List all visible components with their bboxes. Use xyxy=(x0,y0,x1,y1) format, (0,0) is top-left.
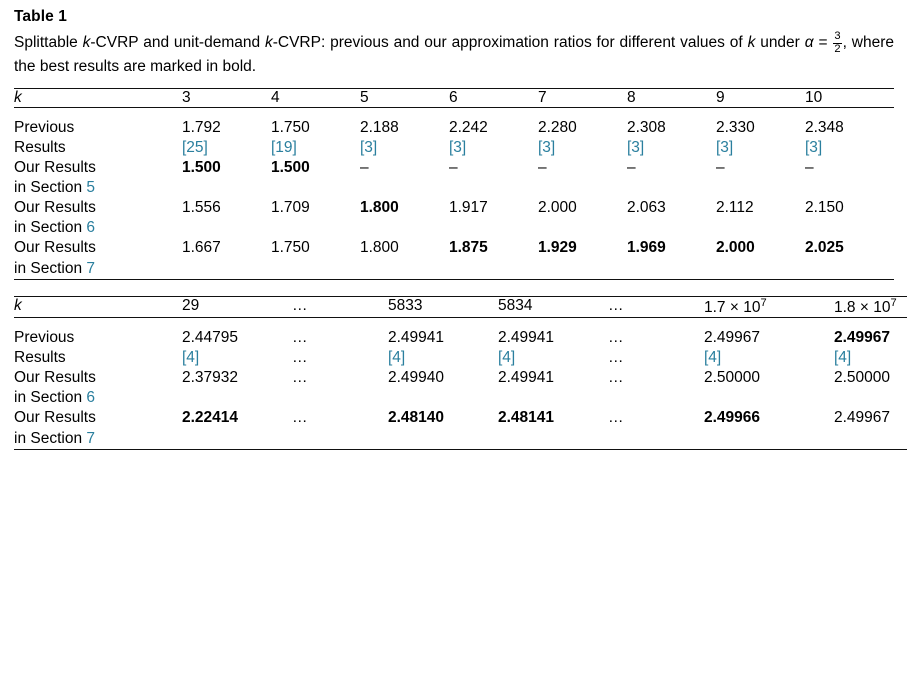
cell-value: 2.49966 xyxy=(704,409,761,427)
table-row xyxy=(14,238,894,279)
row-label-line2: in Section xyxy=(14,259,87,277)
table1-header-col-6: 9 xyxy=(716,88,725,106)
table2-cell-1-2 xyxy=(388,368,498,408)
table1-cell-2-0 xyxy=(182,198,271,238)
row-label-line1: Our Results xyxy=(14,199,96,217)
table2-header-col-6 xyxy=(834,296,907,317)
cell-value: – xyxy=(449,158,458,176)
table-row xyxy=(14,107,894,158)
table1-cell-0-5 xyxy=(627,107,716,158)
table1-cell-3-0 xyxy=(182,238,271,279)
table2-header-col-1: … xyxy=(292,296,310,314)
cell-value: 1.750 xyxy=(271,239,310,257)
cell-value: 1.917 xyxy=(449,199,488,217)
cell-value: – xyxy=(360,158,369,176)
row-label-line1: Previous xyxy=(14,118,75,136)
table2-cell-0-1 xyxy=(292,317,388,368)
cell-value: 2.37932 xyxy=(182,369,239,387)
cell-value: 2.000 xyxy=(538,199,577,217)
table2-row-0-label xyxy=(14,317,182,368)
cell-ref: … xyxy=(292,349,310,367)
cell-value: 2.49941 xyxy=(498,369,555,387)
caption-fraction xyxy=(833,31,841,56)
cell-ref[interactable]: [3] xyxy=(716,138,734,156)
row-label-line2: Results xyxy=(14,138,66,156)
table1-row-3-label xyxy=(14,238,182,279)
table2-header-col-0: 29 xyxy=(182,296,200,314)
row-label-line2: in Section xyxy=(14,219,87,237)
table2-header-col-3: 5834 xyxy=(498,296,533,314)
caption-mid3: under xyxy=(755,34,805,52)
cell-value: 2.50000 xyxy=(704,369,761,387)
section-link[interactable]: 6 xyxy=(86,389,96,407)
table-row xyxy=(14,368,907,408)
table1-cell-1-4 xyxy=(538,158,627,198)
table1-cell-2-7 xyxy=(805,198,894,238)
cell-value: 1.792 xyxy=(182,118,221,136)
cell-ref[interactable]: [3] xyxy=(360,138,378,156)
cell-value: 2.48140 xyxy=(388,409,445,427)
table1-header-col-1: 4 xyxy=(271,88,280,106)
table2-row-1-label xyxy=(14,368,182,408)
table-part-2 xyxy=(14,296,907,450)
row-label-line1: Our Results xyxy=(14,409,96,427)
table1-row-0-label xyxy=(14,107,182,158)
cell-ref: … xyxy=(608,349,626,367)
table1-cell-0-3 xyxy=(449,107,538,158)
row-label-line2: in Section xyxy=(14,179,87,197)
cell-value: 2.280 xyxy=(538,118,577,136)
table1-cell-0-2 xyxy=(360,107,449,158)
table1-cell-3-6 xyxy=(716,238,805,279)
row-label-line2: Results xyxy=(14,349,66,367)
row-label-line1: Previous xyxy=(14,328,75,346)
table1-cell-1-5 xyxy=(627,158,716,198)
cell-value: 2.150 xyxy=(805,199,844,217)
table-gap xyxy=(14,280,897,296)
cell-value: 2.49967 xyxy=(834,409,891,427)
table-caption xyxy=(14,31,894,78)
table2-cell-2-1 xyxy=(292,408,388,449)
caption-pre: Splittable xyxy=(14,34,83,52)
row-label-line2: in Section xyxy=(14,429,87,447)
cell-value: 1.800 xyxy=(360,199,399,217)
cell-value: 2.49940 xyxy=(388,369,445,387)
table1-cell-1-7 xyxy=(805,158,894,198)
cell-value: 1.500 xyxy=(271,158,310,176)
table2-row-2-label xyxy=(14,408,182,449)
cell-value: 1.969 xyxy=(627,239,666,257)
table2-cell-1-0 xyxy=(182,368,292,408)
table2-cell-0-4 xyxy=(608,317,704,368)
fraction-numerator: 3 xyxy=(834,30,841,42)
cell-ref[interactable]: [19] xyxy=(271,138,297,156)
cell-value: – xyxy=(538,158,547,176)
table1-cell-3-1 xyxy=(271,238,360,279)
table1-cell-1-0 xyxy=(182,158,271,198)
caption-k2: k xyxy=(264,34,273,52)
cell-value: … xyxy=(608,409,626,427)
table2-header-col-4: … xyxy=(608,296,626,314)
table2-cell-1-6 xyxy=(834,368,907,408)
table2-header-col-2: 5833 xyxy=(388,296,423,314)
table1-row-1-label xyxy=(14,158,182,198)
table1-row-2-label xyxy=(14,198,182,238)
table1-cell-1-1 xyxy=(271,158,360,198)
header-exponent: 7 xyxy=(890,296,897,309)
table1-cell-2-2 xyxy=(360,198,449,238)
table1-header-col-7: 10 xyxy=(805,88,823,106)
table1-header-col-3: 6 xyxy=(449,88,458,106)
table-part-1 xyxy=(14,88,894,280)
section-link[interactable]: 5 xyxy=(86,179,96,197)
table1-cell-0-1 xyxy=(271,107,360,158)
table2-cell-0-5 xyxy=(704,317,834,368)
table2-cell-1-1 xyxy=(292,368,388,408)
table-row xyxy=(14,198,894,238)
table2-header-col-5 xyxy=(704,296,834,317)
table1-cell-3-7 xyxy=(805,238,894,279)
cell-ref[interactable]: [3] xyxy=(805,138,823,156)
cell-value: 2.063 xyxy=(627,199,666,217)
header-exponent: 7 xyxy=(760,296,767,309)
caption-k3: k xyxy=(747,34,756,52)
caption-mid2: -CVRP: previous and our approximation ratios for different values of xyxy=(272,34,748,52)
cell-value: … xyxy=(608,369,626,387)
table1-cell-2-4 xyxy=(538,198,627,238)
table1-cell-2-3 xyxy=(449,198,538,238)
table-row xyxy=(14,317,907,368)
cell-value: 2.50000 xyxy=(834,369,891,387)
cell-value: 1.750 xyxy=(271,118,310,136)
cell-value: 1.556 xyxy=(182,199,221,217)
cell-value: 2.025 xyxy=(805,239,844,257)
caption-post: , where the best results are marked in bold. xyxy=(14,34,894,75)
cell-ref[interactable]: [4] xyxy=(388,349,406,367)
cell-value: 1.667 xyxy=(182,239,221,257)
table1-cell-3-2 xyxy=(360,238,449,279)
cell-value: … xyxy=(608,328,626,346)
cell-ref[interactable]: [4] xyxy=(704,349,722,367)
cell-value: 2.188 xyxy=(360,118,399,136)
cell-value: 2.44795 xyxy=(182,328,239,346)
cell-value: – xyxy=(716,158,725,176)
table2-header-row xyxy=(14,296,907,317)
cell-value: 2.48141 xyxy=(498,409,555,427)
cell-value: 2.49967 xyxy=(834,328,891,346)
table-row xyxy=(14,408,907,449)
table1-header-k: k xyxy=(14,88,22,106)
table2-cell-1-3 xyxy=(498,368,608,408)
cell-value: 2.112 xyxy=(716,199,754,217)
cell-value: 2.308 xyxy=(627,118,666,136)
cell-ref[interactable]: [25] xyxy=(182,138,208,156)
cell-ref[interactable]: [3] xyxy=(449,138,467,156)
table-row xyxy=(14,158,894,198)
table1-header-col-5: 8 xyxy=(627,88,636,106)
table-label: Table 1 xyxy=(14,8,67,25)
cell-value: 2.000 xyxy=(716,239,755,257)
fraction-denominator: 2 xyxy=(834,42,841,55)
table2-cell-2-3 xyxy=(498,408,608,449)
cell-ref[interactable]: [4] xyxy=(498,349,516,367)
table1-cell-3-5 xyxy=(627,238,716,279)
caption-mid1: -CVRP and unit-demand xyxy=(90,34,265,52)
caption-k1: k xyxy=(82,34,91,52)
table1-header-col-4: 7 xyxy=(538,88,547,106)
section-link[interactable]: 7 xyxy=(86,429,96,447)
cell-value: 2.242 xyxy=(449,118,488,136)
cell-value: … xyxy=(292,328,310,346)
table2-cell-1-5 xyxy=(704,368,834,408)
cell-value: 1.800 xyxy=(360,239,399,257)
caption-equals: = xyxy=(818,34,828,52)
cell-value: 2.348 xyxy=(805,118,844,136)
cell-ref[interactable]: [3] xyxy=(538,138,556,156)
table1-cell-1-3 xyxy=(449,158,538,198)
table2-cell-1-4 xyxy=(608,368,704,408)
table2-cell-2-5 xyxy=(704,408,834,449)
table2-cell-0-3 xyxy=(498,317,608,368)
table1-header-row xyxy=(14,88,894,107)
row-label-line1: Our Results xyxy=(14,369,96,387)
table2-cell-0-2 xyxy=(388,317,498,368)
table1-cell-0-6 xyxy=(716,107,805,158)
table2-cell-2-6 xyxy=(834,408,907,449)
cell-value: 1.500 xyxy=(182,158,221,176)
header-mantissa: 1.7 × 10 xyxy=(704,298,761,316)
cell-value: 1.709 xyxy=(271,199,310,217)
table1-cell-1-2 xyxy=(360,158,449,198)
table2-header-k: k xyxy=(14,296,22,314)
cell-value: 2.49941 xyxy=(498,328,555,346)
cell-value: – xyxy=(627,158,636,176)
cell-value: – xyxy=(805,158,814,176)
row-label-line2: in Section xyxy=(14,389,87,407)
header-mantissa: 1.8 × 10 xyxy=(834,298,891,316)
table1-header-col-0: 3 xyxy=(182,88,191,106)
table2-cell-2-0 xyxy=(182,408,292,449)
cell-ref[interactable]: [4] xyxy=(182,349,200,367)
row-label-line1: Our Results xyxy=(14,239,96,257)
section-link[interactable]: 6 xyxy=(86,219,96,237)
table1-cell-2-1 xyxy=(271,198,360,238)
row-label-line1: Our Results xyxy=(14,158,96,176)
table2-cell-0-0 xyxy=(182,317,292,368)
cell-value: … xyxy=(292,409,310,427)
table1-header-col-2: 5 xyxy=(360,88,369,106)
table1-cell-0-0 xyxy=(182,107,271,158)
table1-cell-0-4 xyxy=(538,107,627,158)
cell-value: 2.49941 xyxy=(388,328,445,346)
cell-value: 2.330 xyxy=(716,118,755,136)
table1-cell-2-5 xyxy=(627,198,716,238)
table2-cell-2-2 xyxy=(388,408,498,449)
cell-value: 1.875 xyxy=(449,239,488,257)
table1-cell-3-4 xyxy=(538,238,627,279)
cell-ref[interactable]: [3] xyxy=(627,138,645,156)
table2-cell-2-4 xyxy=(608,408,704,449)
section-link[interactable]: 7 xyxy=(86,259,96,277)
cell-value: 2.22414 xyxy=(182,409,239,427)
caption-alpha: α xyxy=(804,34,814,52)
cell-value: … xyxy=(292,369,310,387)
cell-ref[interactable]: [4] xyxy=(834,349,852,367)
table1-cell-3-3 xyxy=(449,238,538,279)
table1-cell-1-6 xyxy=(716,158,805,198)
table1-cell-0-7 xyxy=(805,107,894,158)
cell-value: 1.929 xyxy=(538,239,577,257)
table2-cell-0-6 xyxy=(834,317,907,368)
table1-cell-2-6 xyxy=(716,198,805,238)
cell-value: 2.49967 xyxy=(704,328,761,346)
